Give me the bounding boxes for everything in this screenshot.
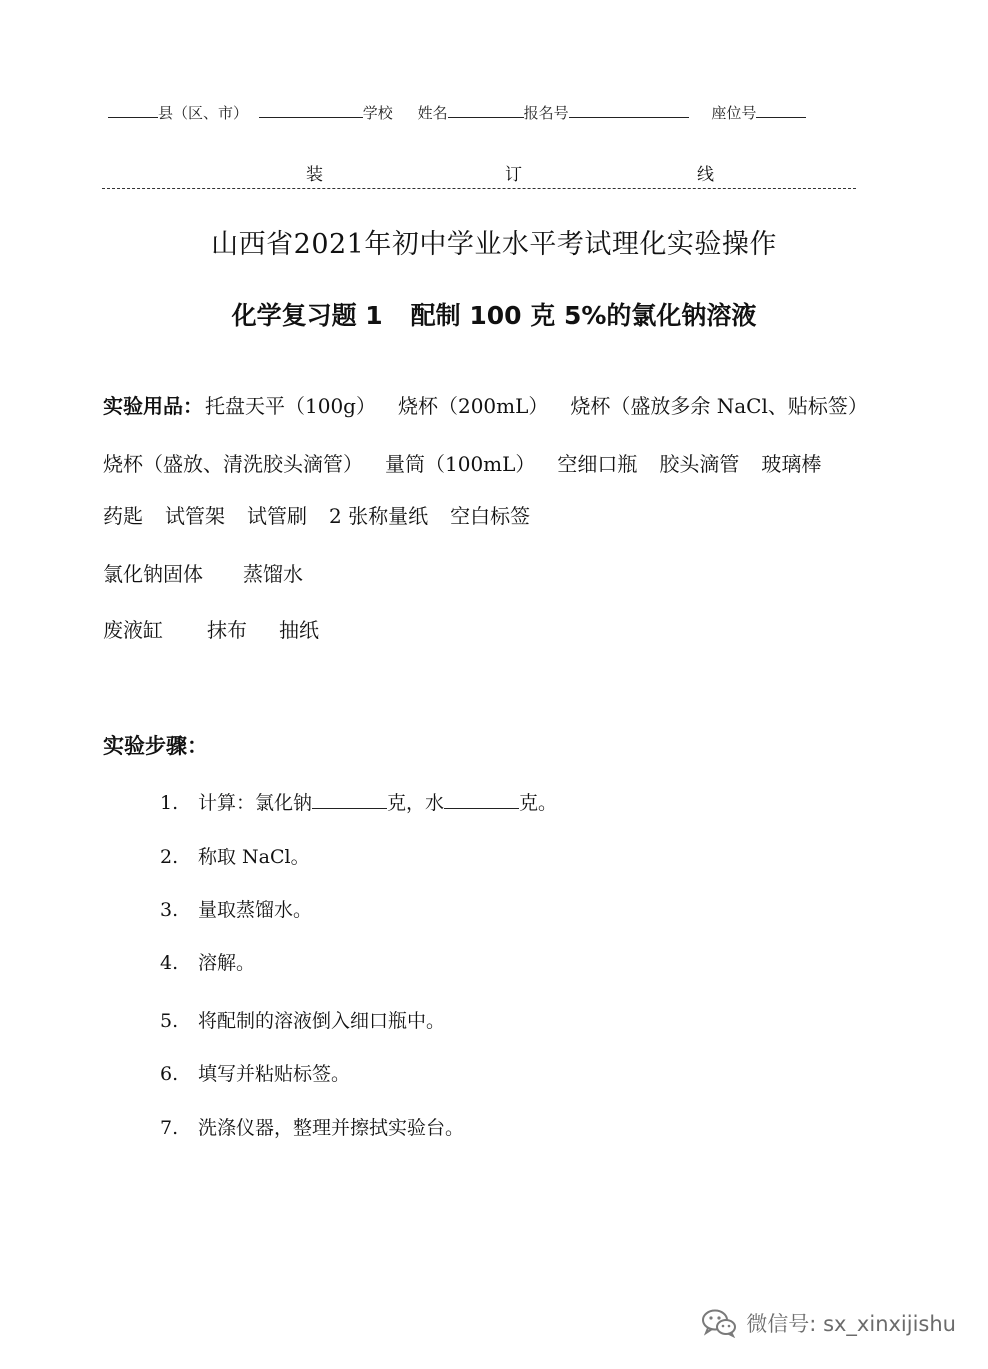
material-item: 量筒（100mL） — [385, 452, 536, 476]
material-item: 胶头滴管 — [659, 452, 740, 476]
seat-no-label: 座位号 — [711, 104, 757, 122]
material-item: 蒸馏水 — [243, 562, 303, 586]
watermark-text: 微信号: sx_xinxijishu — [746, 1312, 956, 1336]
binding-char-3: 线 — [697, 165, 714, 185]
step-text: 克，水 — [387, 792, 445, 814]
step-item-7 — [160, 1113, 464, 1140]
material-item: 试管刷 — [247, 504, 307, 528]
name-blank[interactable] — [448, 102, 524, 118]
page-subtitle — [0, 296, 988, 332]
material-item: 玻璃棒 — [761, 452, 822, 476]
material-item: 烧杯（盛放多余 NaCl、贴标签） — [570, 394, 868, 418]
materials-label: 实验用品： — [103, 394, 203, 418]
materials-row-3 — [103, 500, 552, 529]
step-text: 将配制的溶液倒入细口瓶中。 — [198, 1010, 446, 1032]
material-item: 空细口瓶 — [557, 452, 638, 476]
wechat-watermark — [700, 1308, 956, 1338]
school-label: 学校 — [362, 104, 393, 122]
step-number: 2. — [160, 846, 179, 868]
materials-row-1 — [103, 390, 890, 419]
material-item: 抹布 — [207, 618, 247, 642]
binding-line — [102, 158, 856, 189]
step-number: 1. — [160, 792, 179, 814]
material-item: 试管架 — [165, 504, 225, 528]
subtitle-part1: 化学复习题 1 — [231, 301, 383, 330]
subtitle-part2: 配制 100 克 5%的氯化钠溶液 — [410, 301, 757, 330]
name-label: 姓名 — [417, 104, 448, 122]
reg-no-blank[interactable] — [569, 102, 689, 118]
material-item: 废液缸 — [103, 618, 163, 642]
wechat-icon — [700, 1308, 738, 1338]
step-text: 量取蒸馏水。 — [198, 899, 313, 921]
step-item-3 — [160, 895, 312, 922]
step-item-2 — [160, 842, 310, 869]
material-item: 氯化钠固体 — [103, 562, 203, 586]
materials-row-2 — [103, 448, 843, 477]
step-number: 4. — [160, 952, 179, 974]
material-item: 药匙 — [103, 504, 143, 528]
reg-no-label: 报名号 — [523, 104, 569, 122]
nacl-mass-blank[interactable] — [312, 790, 387, 809]
step-number: 3. — [160, 899, 179, 921]
material-item: 抽纸 — [279, 618, 319, 642]
material-item: 烧杯（盛放、清洗胶头滴管） — [103, 452, 363, 476]
school-blank[interactable] — [259, 102, 363, 118]
step-item-5 — [160, 1006, 445, 1033]
step-number: 7. — [160, 1117, 179, 1139]
step-item-6 — [160, 1059, 350, 1086]
step-text: 填写并粘贴标签。 — [198, 1063, 351, 1085]
header-info-line — [108, 102, 848, 123]
step-text: 计算：氯化钠 — [198, 792, 313, 814]
materials-row-4 — [103, 558, 325, 587]
water-mass-blank[interactable] — [444, 790, 519, 809]
material-item: 托盘天平（100g） — [205, 394, 376, 418]
step-number: 6. — [160, 1063, 179, 1085]
binding-char-2: 订 — [505, 165, 522, 185]
seat-no-blank[interactable] — [756, 102, 806, 118]
steps-heading: 实验步骤： — [103, 734, 208, 758]
page-title: 山西省2021年初中学业水平考试理化实验操作 — [211, 229, 777, 260]
binding-char-1: 装 — [306, 165, 323, 185]
material-item: 2 张称量纸 — [329, 504, 429, 528]
step-text: 克。 — [519, 792, 558, 814]
material-item: 烧杯（200mL） — [397, 394, 549, 418]
step-item-1 — [160, 788, 557, 815]
step-text: 称取 NaCl。 — [198, 846, 310, 868]
step-text: 洗涤仪器，整理并擦拭实验台。 — [198, 1117, 465, 1139]
step-item-4 — [160, 948, 255, 975]
step-text: 溶解。 — [198, 952, 256, 974]
step-number: 5. — [160, 1010, 179, 1032]
county-blank[interactable] — [108, 102, 158, 118]
materials-row-5 — [103, 614, 341, 643]
material-item: 空白标签 — [450, 504, 531, 528]
county-label: 县（区、市） — [158, 104, 249, 122]
